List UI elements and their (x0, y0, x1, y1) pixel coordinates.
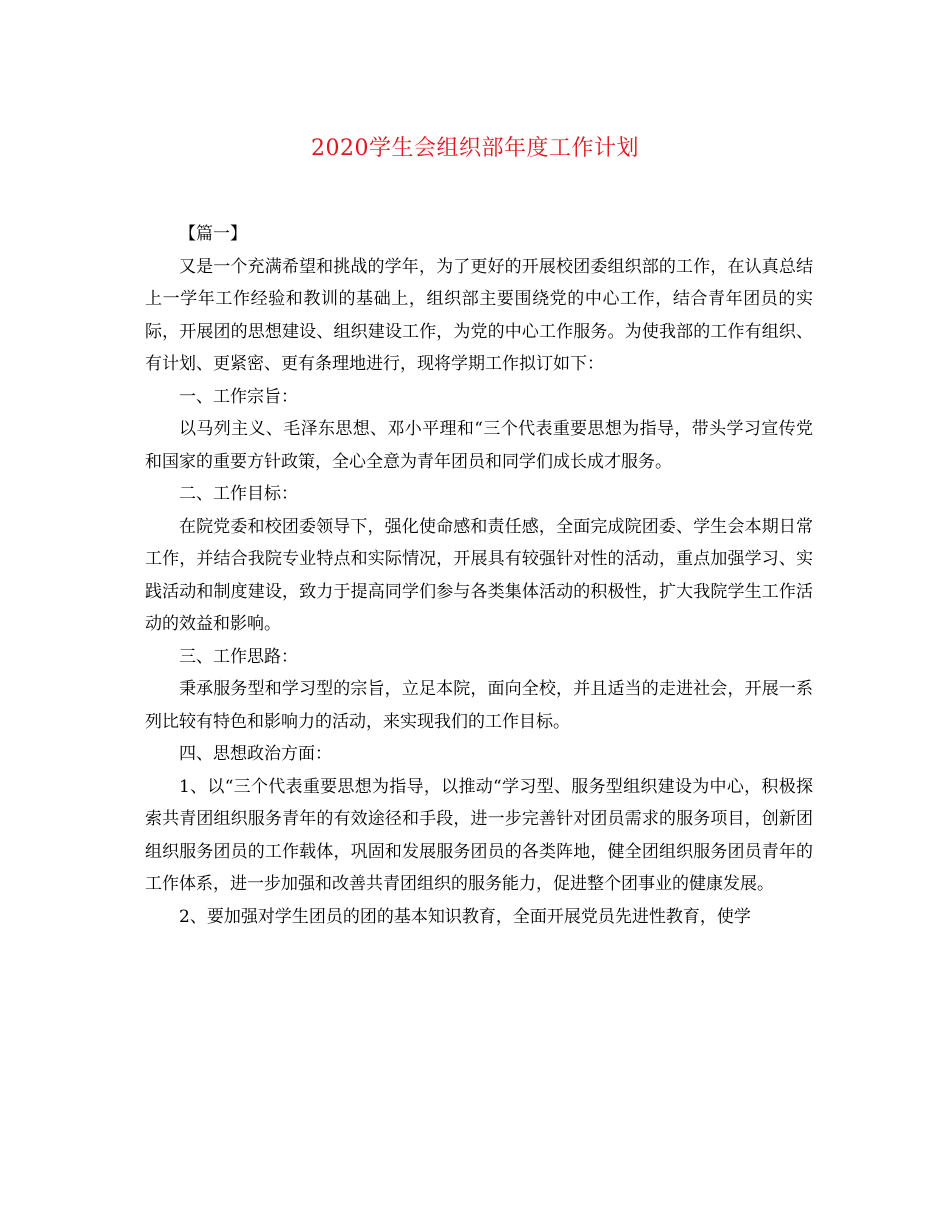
section-heading-approach: 三、工作思路： (179, 646, 298, 667)
goals-paragraph: 在院党委和校团委领导下，强化使命感和责任感，全面完成院团委、学生会本期日常工作，并结合我院专业特点和实际情况，开展具有较强针对性的活动，重点加强学习、实践活动和制度建设，致力于提高同学们参与各类集体活动的积极性，扩大我院学生工作活动的效益和影响。 (145, 516, 813, 634)
approach-paragraph: 秉承服务型和学习型的宗旨，立足本院，面向全校，并且适当的走进社会，开展一系列比较有特色和影响力的活动，来实现我们的工作目标。 (145, 679, 813, 732)
document-body (145, 218, 813, 933)
section-heading-goals: 二、工作目标： (179, 484, 298, 504)
purpose-paragraph: 以马列主义、毛泽东思想、邓小平理和“三个代表重要思想为指导，带头学习宣传党和国家的重要方针政策，全心全意为青年团员和同学们成长成才服务。 (145, 419, 813, 472)
ideology-item-1: 1、以“三个代表重要思想为指导，以推动“学习型、服务型组织建设为中心，积极探索共青团组织服务青年的有效途径和手段，进一步完善针对团员需求的服务项目，创新团组织服务团员的工作载体，巩固和发展服务团员的各类阵地，健全团组织服务团员青年的工作体系，进一步加强和改善共青团组织的服务能力，促进整个团事业的健康发展。 (145, 776, 813, 894)
ideology-item-2: 2、要加强对学生团员的团的基本知识教育，全面开展党员先进性教育，使学 (179, 906, 751, 927)
section-heading-ideology: 四、思想政治方面： (179, 744, 332, 764)
intro-paragraph: 又是一个充满希望和挑战的学年，为了更好的开展校团委组织部的工作，在认真总结上一学年工作经验和教训的基础上，组织部主要围绕党的中心工作，结合青年团员的实际，开展团的思想建设、组织建设工作，为党的中心工作服务。为使我部的工作有组织、有计划、更紧密、更有条理地进行，现将学期工作拟订如下： (145, 256, 813, 374)
section-heading-purpose: 一、工作宗旨： (179, 386, 298, 407)
part-heading: 【篇一】 (179, 224, 247, 244)
page-title: 2020学生会组织部年度工作计划 (311, 136, 639, 161)
